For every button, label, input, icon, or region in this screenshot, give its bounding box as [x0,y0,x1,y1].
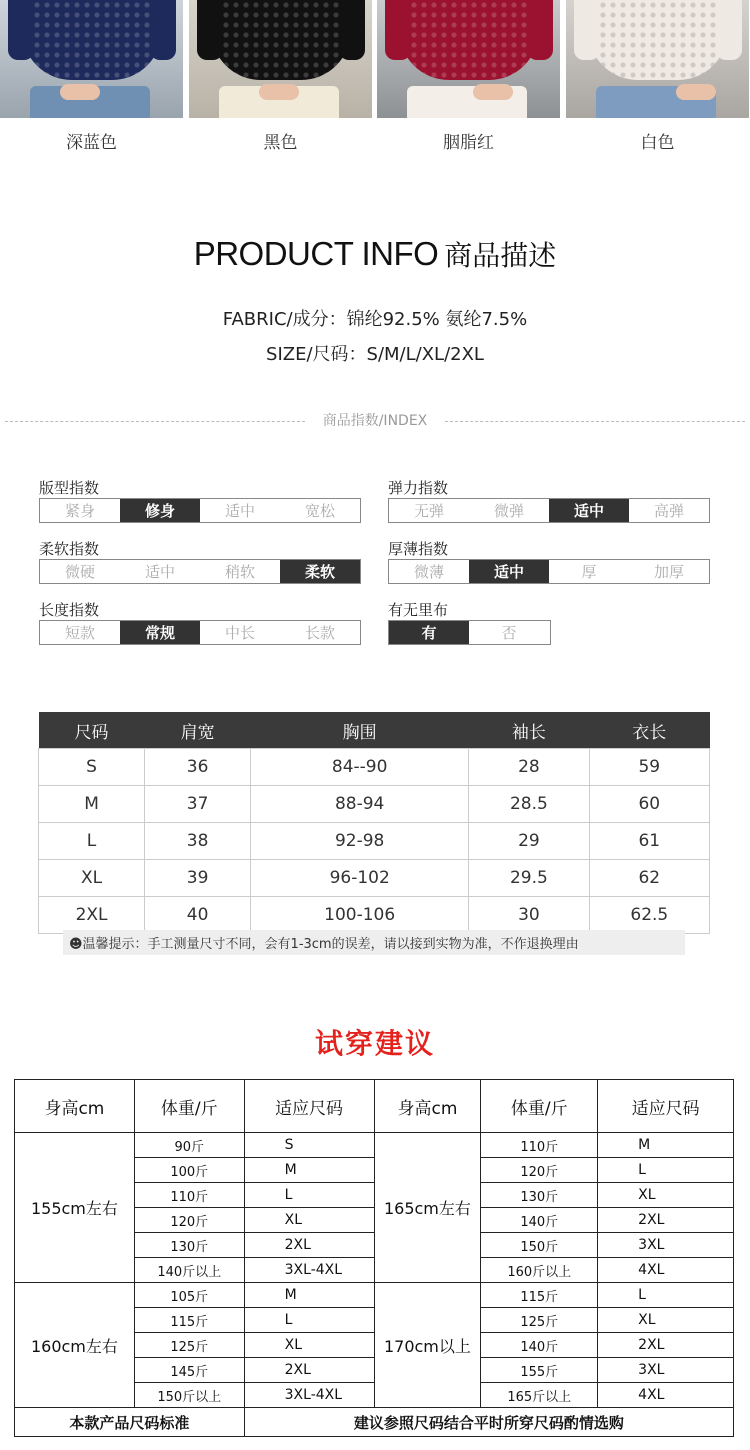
weight-cell: 150斤 [481,1233,598,1258]
table-cell: 92-98 [251,823,469,860]
index-selector-fit [39,498,361,523]
weight-cell: 120斤 [481,1158,598,1183]
table-cell: S [39,749,145,786]
weight-cell: 140斤 [481,1208,598,1233]
product-info-title [0,234,750,274]
weight-cell: 155斤 [481,1358,598,1383]
size-cell: 3XL [598,1233,734,1258]
size-cell: S [244,1133,374,1158]
column-header: 衣长 [589,712,709,749]
swatch-label: 深蓝色 [66,133,117,153]
size-cell: 3XL [598,1358,734,1383]
table-cell: 39 [145,860,251,897]
swatch-label: 白色 [640,133,675,153]
size-cell: 2XL [244,1233,374,1258]
index-label: 厚薄指数 [388,540,449,558]
size-cell: M [244,1158,374,1183]
weight-cell: 150斤以上 [134,1383,244,1408]
size-cell: 2XL [598,1333,734,1358]
size-cell: L [244,1183,374,1208]
index-option-selected[interactable]: 柔软 [280,560,360,583]
column-header: 肩宽 [145,712,251,749]
index-option-selected[interactable]: 有 [389,621,469,644]
fit-table-header [15,1080,734,1133]
index-divider-label: 商品指数/INDEX [322,413,428,429]
height-cell: 165cm左右 [374,1133,481,1283]
weight-cell: 115斤 [481,1283,598,1308]
weight-cell: 120斤 [134,1208,244,1233]
fabric-line: FABRIC/成分：锦纶92.5% 氨纶7.5% [222,309,528,330]
divider-line-right [445,421,745,422]
size-cell: M [244,1283,374,1308]
column-header: 适应尺码 [244,1080,374,1133]
table-cell: 96-102 [251,860,469,897]
weight-cell: 125斤 [134,1333,244,1358]
index-option-selected[interactable]: 常规 [120,621,200,644]
index-option[interactable]: 紧身 [64,502,95,520]
weight-cell: 125斤 [481,1308,598,1333]
table-cell: 60 [589,786,709,823]
try-on-title: 试穿建议 [314,1027,435,1060]
column-header: 尺码 [39,712,145,749]
divider-line-left [5,421,305,422]
size-cell: L [598,1283,734,1308]
column-header: 身高cm [374,1080,481,1133]
index-option[interactable]: 适中 [224,502,255,520]
weight-cell: 100斤 [134,1158,244,1183]
table-cell: 28 [469,749,589,786]
table-cell: 100-106 [251,897,469,934]
index-selector-thickness [388,559,710,584]
weight-cell: 160斤以上 [481,1258,598,1283]
index-selector-length [39,620,361,645]
index-option-selected[interactable]: 修身 [120,499,200,522]
index-option-selected[interactable]: 适中 [469,560,549,583]
size-cell: 4XL [598,1258,734,1283]
table-cell: 28.5 [469,786,589,823]
footer-advice-note: 建议参照尺码结合平时所穿尺码酌情选购 [244,1408,733,1437]
table-row [15,1283,734,1308]
product-info-title-en: PRODUCT INFO [193,235,439,272]
table-cell: 59 [589,749,709,786]
column-header: 体重/斤 [134,1080,244,1133]
column-header: 适应尺码 [598,1080,734,1133]
size-cell: XL [598,1183,734,1208]
fit-recommendation-table [14,1079,734,1437]
size-cell: 3XL-4XL [244,1383,374,1408]
table-cell: XL [39,860,145,897]
table-cell: 61 [589,823,709,860]
swatch-photo-white[interactable] [566,0,749,118]
table-cell: 30 [469,897,589,934]
index-option[interactable]: 高弹 [653,502,684,520]
swatch-photo-black[interactable] [189,0,372,118]
weight-cell: 140斤 [481,1333,598,1358]
table-row [39,786,710,823]
size-cell: 4XL [598,1383,734,1408]
table-cell: 29 [469,823,589,860]
table-cell: 62 [589,860,709,897]
swatch-photo-rouge-red[interactable] [377,0,560,118]
index-option[interactable]: 无弹 [413,502,444,520]
table-row [39,860,710,897]
index-label: 有无里布 [388,601,449,619]
swatch-photo-navy[interactable] [0,0,183,118]
size-line: SIZE/尺码：S/M/L/XL/2XL [266,344,484,365]
index-option[interactable]: 加厚 [653,563,684,581]
weight-cell: 90斤 [134,1133,244,1158]
table-cell: 2XL [39,897,145,934]
size-cell: XL [598,1308,734,1333]
index-option[interactable]: 短款 [64,624,95,642]
column-header: 身高cm [15,1080,135,1133]
index-label: 柔软指数 [39,540,100,558]
weight-cell: 140斤以上 [134,1258,244,1283]
index-option[interactable]: 微弹 [493,502,524,520]
table-cell: 84--90 [251,749,469,786]
weight-cell: 165斤以上 [481,1383,598,1408]
size-cell: XL [244,1333,374,1358]
column-header: 胸围 [251,712,469,749]
index-option-selected[interactable]: 适中 [549,499,629,522]
product-info-title-cn: 商品描述 [444,239,557,272]
size-cell: 2XL [244,1358,374,1383]
size-cell: L [244,1308,374,1333]
swatch-label: 胭脂红 [443,133,494,153]
index-option[interactable]: 宽松 [304,502,335,520]
height-cell: 155cm左右 [15,1133,135,1283]
table-row [15,1133,734,1158]
index-option[interactable]: 长款 [304,624,335,642]
index-option[interactable]: 微硬 [64,563,95,581]
table-cell: 37 [145,786,251,823]
size-cell: 2XL [598,1208,734,1233]
index-option[interactable]: 稍软 [224,563,255,581]
footer-standard-note: 本款产品尺码标准 [15,1408,245,1437]
table-cell: 36 [145,749,251,786]
weight-cell: 105斤 [134,1283,244,1308]
index-selector-softness [39,559,361,584]
swatch-label: 黑色 [263,133,298,153]
column-header: 体重/斤 [481,1080,598,1133]
table-cell: M [39,786,145,823]
index-selector-elasticity [388,498,710,523]
index-selector-lining [388,620,551,645]
table-row [39,823,710,860]
index-label: 长度指数 [39,601,100,619]
weight-cell: 145斤 [134,1358,244,1383]
column-header: 袖长 [469,712,589,749]
size-table [38,712,710,934]
index-option[interactable]: 中长 [224,624,255,642]
weight-cell: 130斤 [481,1183,598,1208]
size-cell: M [598,1133,734,1158]
table-cell: 29.5 [469,860,589,897]
size-cell: 3XL-4XL [244,1258,374,1283]
table-cell: 40 [145,897,251,934]
fit-table-footer [15,1408,734,1437]
size-cell: XL [244,1208,374,1233]
index-option[interactable]: 微薄 [413,563,444,581]
index-label: 弹力指数 [388,479,449,497]
weight-cell: 110斤 [134,1183,244,1208]
measurement-tip: ☻温馨提示：手工测量尺寸不同，会有1-3cm的误差，请以接到实物为准，不作退换理由 [63,930,685,955]
height-cell: 160cm左右 [15,1283,135,1408]
size-cell: L [598,1158,734,1183]
index-option[interactable]: 厚 [581,563,597,581]
index-label: 版型指数 [39,479,100,497]
table-row [39,897,710,934]
weight-cell: 110斤 [481,1133,598,1158]
table-row [39,749,710,786]
table-cell: 62.5 [589,897,709,934]
table-cell: 88-94 [251,786,469,823]
index-option[interactable]: 否 [501,624,517,642]
table-cell: 38 [145,823,251,860]
weight-cell: 115斤 [134,1308,244,1333]
weight-cell: 130斤 [134,1233,244,1258]
index-option[interactable]: 适中 [144,563,175,581]
height-cell: 170cm以上 [374,1283,481,1408]
table-cell: L [39,823,145,860]
size-table-header [39,712,710,749]
